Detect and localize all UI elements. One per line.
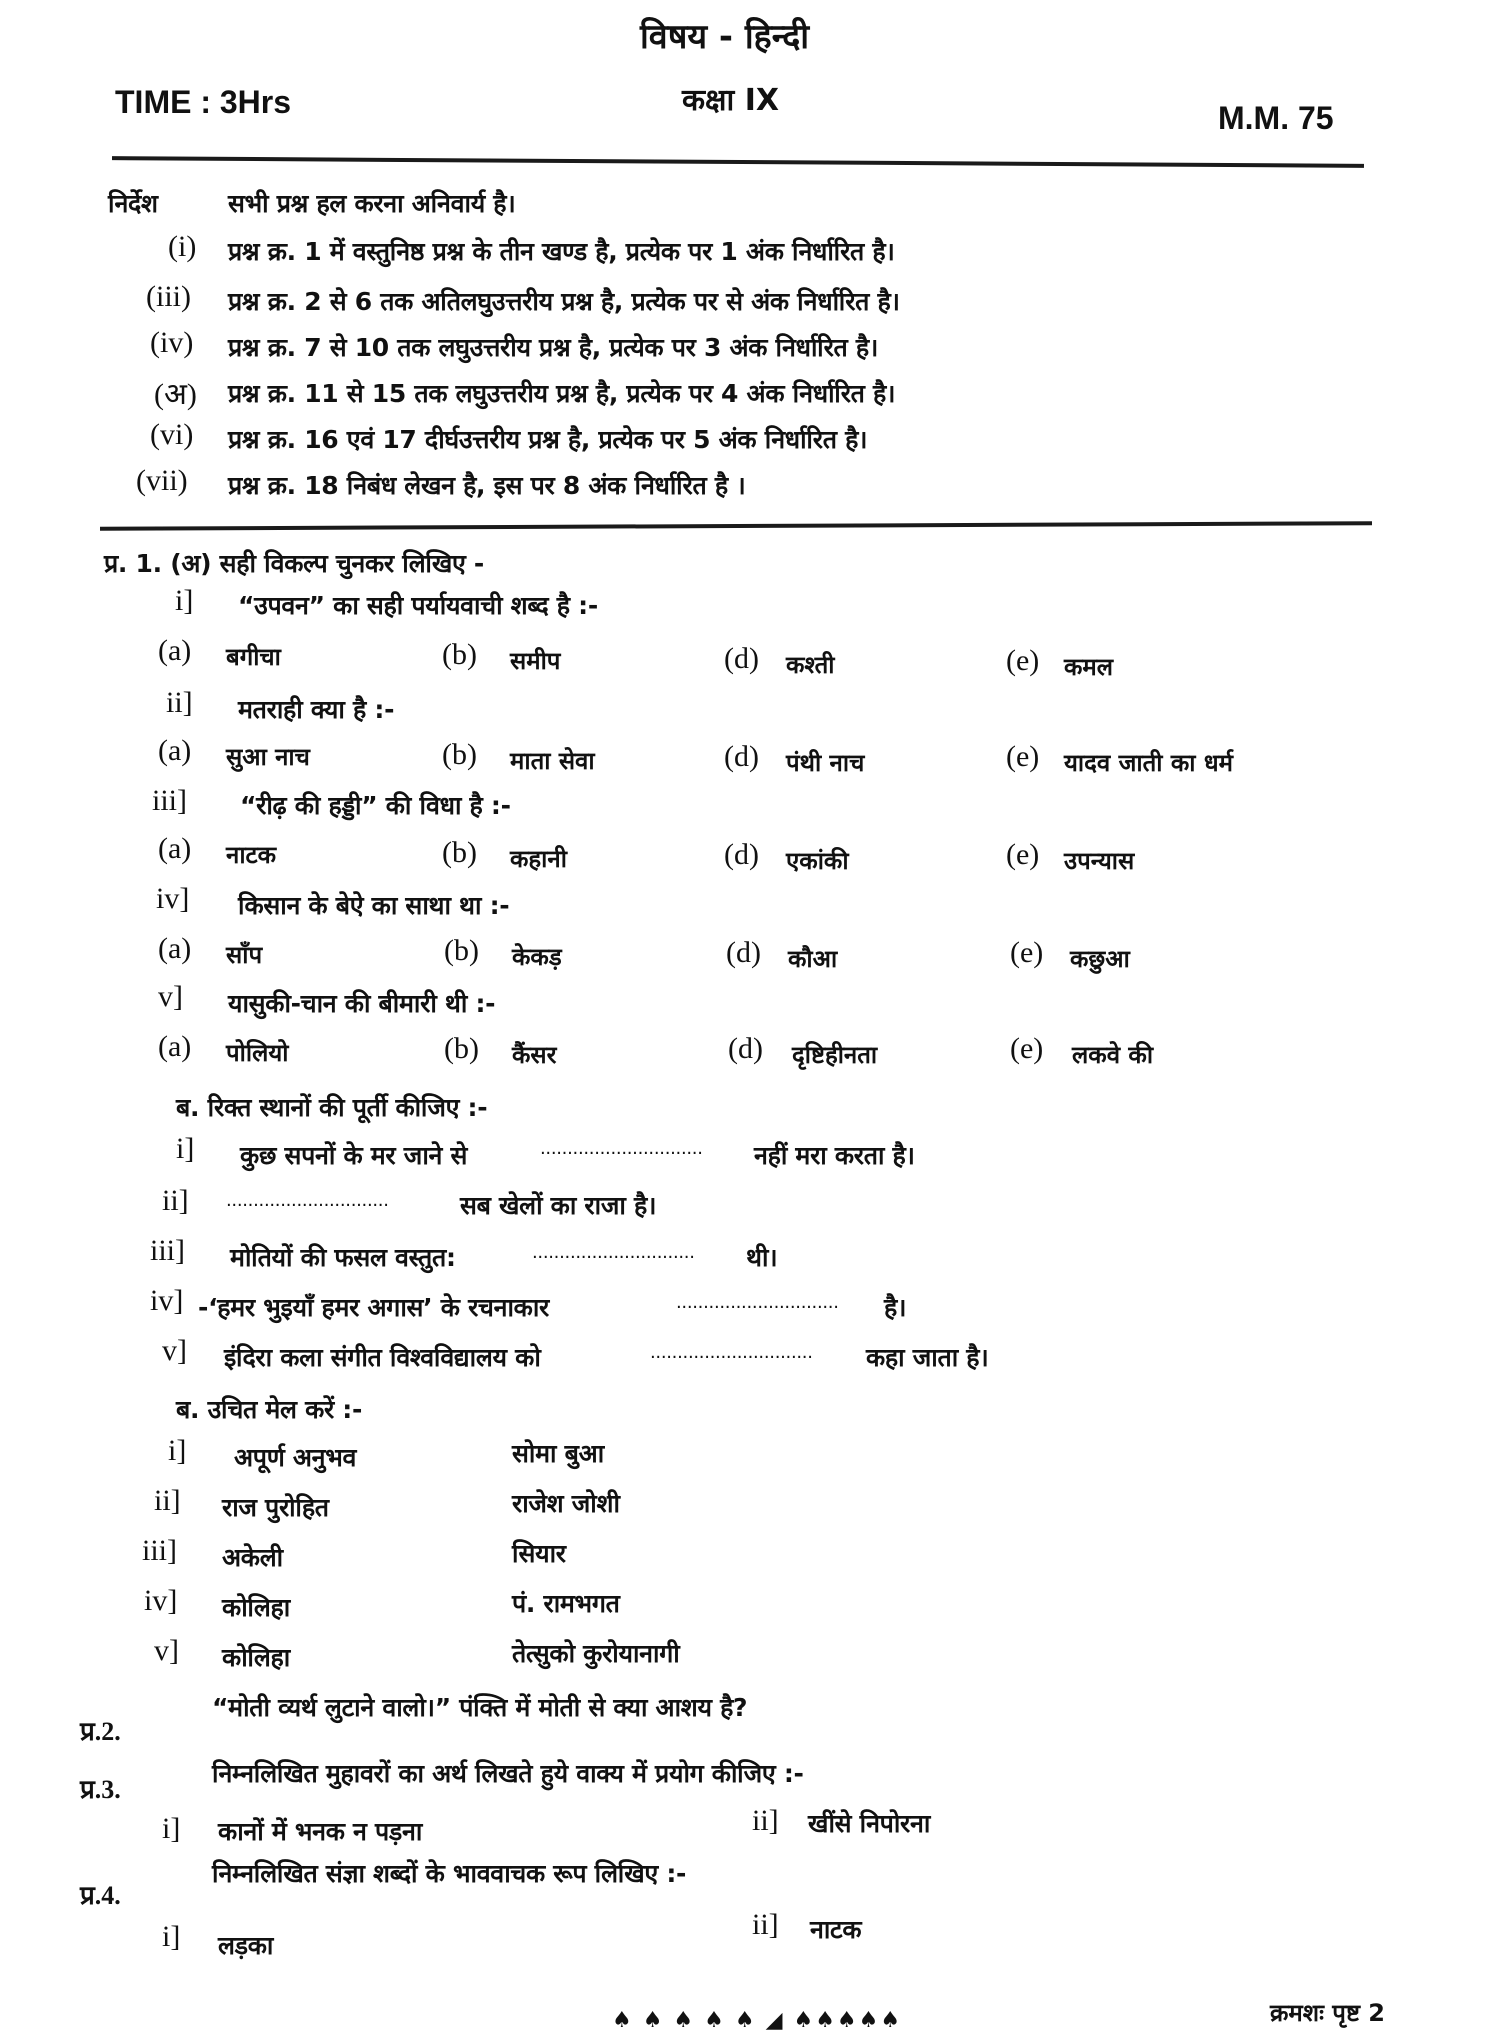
q3-item-num: i] [162,1812,181,1845]
option-value: समीप [510,647,561,675]
option-value: केकड़ [512,943,562,971]
mcq-num: iv] [156,882,190,915]
fill-heading: ब. रिक्त स्थानों की पूर्ती कीजिए :- [176,1093,488,1122]
instructions-label: निर्देश [108,189,158,218]
q4-text: निम्नलिखित संज्ञा शब्दों के भाववाचक रूप लिखिए :- [212,1859,687,1888]
instructions-divider [100,521,1372,531]
match-right: सियार [512,1539,566,1568]
match-left: कोलिहा [222,1643,290,1672]
option-key: (d) [726,936,761,969]
match-heading: ब. उचित मेल करें :- [176,1395,363,1424]
fill-num: v] [162,1334,187,1367]
option-key: (a) [158,1030,192,1063]
option-key: (a) [158,832,192,865]
mcq-num: v] [158,980,183,1013]
match-num: v] [154,1634,179,1667]
q2-number: प्र.2. [80,1717,121,1746]
q1-heading: प्र. 1. (अ) सही विकल्प चुनकर लिखिए - [104,549,484,578]
instruction-text: प्रश्न क्र. 7 से 10 तक लघुउत्तरीय प्रश्न है, प्रत्येक पर 3 अंक निर्धारित है। [228,333,879,362]
fill-num: i] [176,1132,195,1165]
instruction-text: प्रश्न क्र. 16 एवं 17 दीर्घउत्तरीय प्रश्न है, प्रत्येक पर 5 अंक निर्धारित है। [228,425,868,454]
mcq-question: यासुकी-चान की बीमारी थी :- [228,989,496,1018]
mcq-num: iii] [152,784,187,817]
option-value: कहानी [510,845,567,873]
option-value: बगीचा [226,643,281,671]
q4-number: प्र.4. [80,1881,121,1910]
instruction-text: प्रश्न क्र. 1 में वस्तुनिष्ठ प्रश्न के तीन खण्ड है, प्रत्येक पर 1 अंक निर्धारित है। [228,237,895,266]
fill-after: कहा जाता है। [866,1343,989,1372]
option-value: साँप [226,941,263,969]
fill-after: है। [884,1293,907,1322]
q4-item-num: i] [162,1920,181,1953]
option-value: माता सेवा [510,747,595,775]
mcq-num: ii] [166,686,193,719]
class-label: कक्षा IX [682,83,780,118]
match-left: कोलिहा [222,1593,290,1622]
q4-item-text: नाटक [810,1915,862,1944]
match-left: अकेली [222,1543,283,1572]
time-label: TIME : 3Hrs [115,84,292,120]
footer-ornament: ♠ ♠ ♠ ♠ ♠ ◢ ♠♠♠♠♠ [612,2008,903,2033]
option-key: (e) [1006,838,1040,871]
instruction-num: (vi) [150,418,194,451]
match-num: i] [168,1434,187,1467]
fill-after: नहीं मरा करता है। [754,1141,915,1170]
fill-after: थी। [746,1243,778,1272]
q3-item-num: ii] [752,1804,779,1837]
instruction-num: (i) [168,230,197,263]
instruction-num: (iv) [150,326,194,359]
option-value: कमल [1064,653,1114,681]
option-value: दृष्टिहीनता [792,1041,878,1069]
option-value: पंथी नाच [786,749,865,777]
mcq-question: “उपवन” का सही पर्यायवाची शब्द है :- [238,591,598,620]
fill-blank[interactable]: .............................. [532,1242,695,1263]
mcq-num: i] [175,584,194,617]
option-value: उपन्यास [1064,847,1135,875]
instruction-num: (अ) [154,378,197,411]
fill-blank[interactable]: .............................. [540,1138,703,1159]
instruction-text: प्रश्न क्र. 18 निबंध लेखन है, इस पर 8 अंक निर्धारित है । [228,471,746,500]
header-divider [112,156,1364,168]
q3-item-text: कानों में भनक न पड़ना [218,1817,423,1846]
option-value: कौआ [788,945,838,973]
fill-num: iv] [150,1284,184,1317]
option-key: (e) [1006,644,1040,677]
q3-text: निम्नलिखित मुहावरों का अर्थ लिखते हुये वाक्य में प्रयोग कीजिए :- [212,1759,804,1788]
fill-before: इंदिरा कला संगीत विश्वविद्यालय को [224,1343,541,1372]
fill-blank[interactable]: .............................. [676,1292,839,1313]
option-key: (a) [158,634,192,667]
option-value: कश्ती [786,651,835,679]
instructions-general: सभी प्रश्न हल करना अनिवार्य है। [228,189,516,218]
option-key: (d) [724,740,759,773]
fill-blank[interactable]: .............................. [650,1342,813,1363]
fill-after: सब खेलों का राजा है। [460,1191,657,1220]
q3-number: प्र.3. [80,1775,121,1804]
q3-item-text: खींसे निपोरना [808,1809,931,1838]
instruction-text: प्रश्न क्र. 2 से 6 तक अतिलघुउत्तरीय प्रश्न है, प्रत्येक पर से अंक निर्धारित है। [228,287,900,316]
fill-blank[interactable]: .............................. [226,1190,389,1211]
option-key: (e) [1006,740,1040,773]
option-key: (a) [158,734,192,767]
option-key: (a) [158,932,192,965]
instruction-num: (iii) [146,280,191,313]
option-value: कछुआ [1070,945,1130,973]
mcq-question: किसान के बेऐ का साथा था :- [238,891,510,920]
fill-before: कुछ सपनों के मर जाने से [240,1141,468,1170]
option-key: (d) [724,838,759,871]
match-right: सोमा बुआ [512,1439,604,1468]
option-value: नाटक [226,841,277,869]
match-num: iv] [144,1584,178,1617]
match-left: राज पुरोहित [222,1493,329,1522]
match-num: iii] [142,1534,177,1567]
option-value: यादव जाती का धर्म [1064,749,1233,777]
option-value: कैंसर [512,1041,557,1069]
option-key: (b) [444,934,479,967]
subject-title: विषय - हिन्दी [640,17,810,57]
mcq-question: मतराही क्या है :- [238,695,395,724]
option-value: लकवे की [1072,1041,1154,1069]
match-right: पं. रामभगत [512,1589,620,1618]
instruction-text: प्रश्न क्र. 11 से 15 तक लघुउत्तरीय प्रश्न है, प्रत्येक पर 4 अंक निर्धारित है। [228,379,896,408]
option-value: एकांकी [786,847,849,875]
match-num: ii] [154,1484,181,1517]
instruction-num: (vii) [136,464,188,497]
q4-item-num: ii] [752,1908,779,1941]
q4-item-text: लड़का [218,1931,274,1960]
fill-before: -‘हमर भुइयाँ हमर अगास’ के रचनाकार [198,1293,549,1322]
option-key: (d) [728,1032,763,1065]
max-marks: M.M. 75 [1218,100,1334,136]
fill-num: iii] [150,1234,185,1267]
continued-label: क्रमशः पृष्ट 2 [1270,1999,1386,2027]
option-key: (e) [1010,1032,1044,1065]
match-right: राजेश जोशी [512,1489,620,1518]
option-key: (b) [442,836,477,869]
option-key: (b) [442,738,477,771]
fill-before: मोतियों की फसल वस्तुत: [230,1243,456,1272]
option-key: (d) [724,642,759,675]
option-key: (b) [442,638,477,671]
q2-text: “मोती व्यर्थ लुटाने वालो।” पंक्ति में मोती से क्या आशय है? [212,1693,748,1722]
mcq-question: “रीढ़ की हड्डी” की विधा है :- [240,791,511,820]
fill-num: ii] [162,1184,189,1217]
match-left: अपूर्ण अनुभव [234,1443,357,1472]
option-key: (e) [1010,936,1044,969]
match-right: तेत्सुको कुरोयानागी [512,1639,680,1668]
option-key: (b) [444,1032,479,1065]
option-value: पोलियो [226,1039,289,1067]
option-value: सुआ नाच [226,743,310,771]
